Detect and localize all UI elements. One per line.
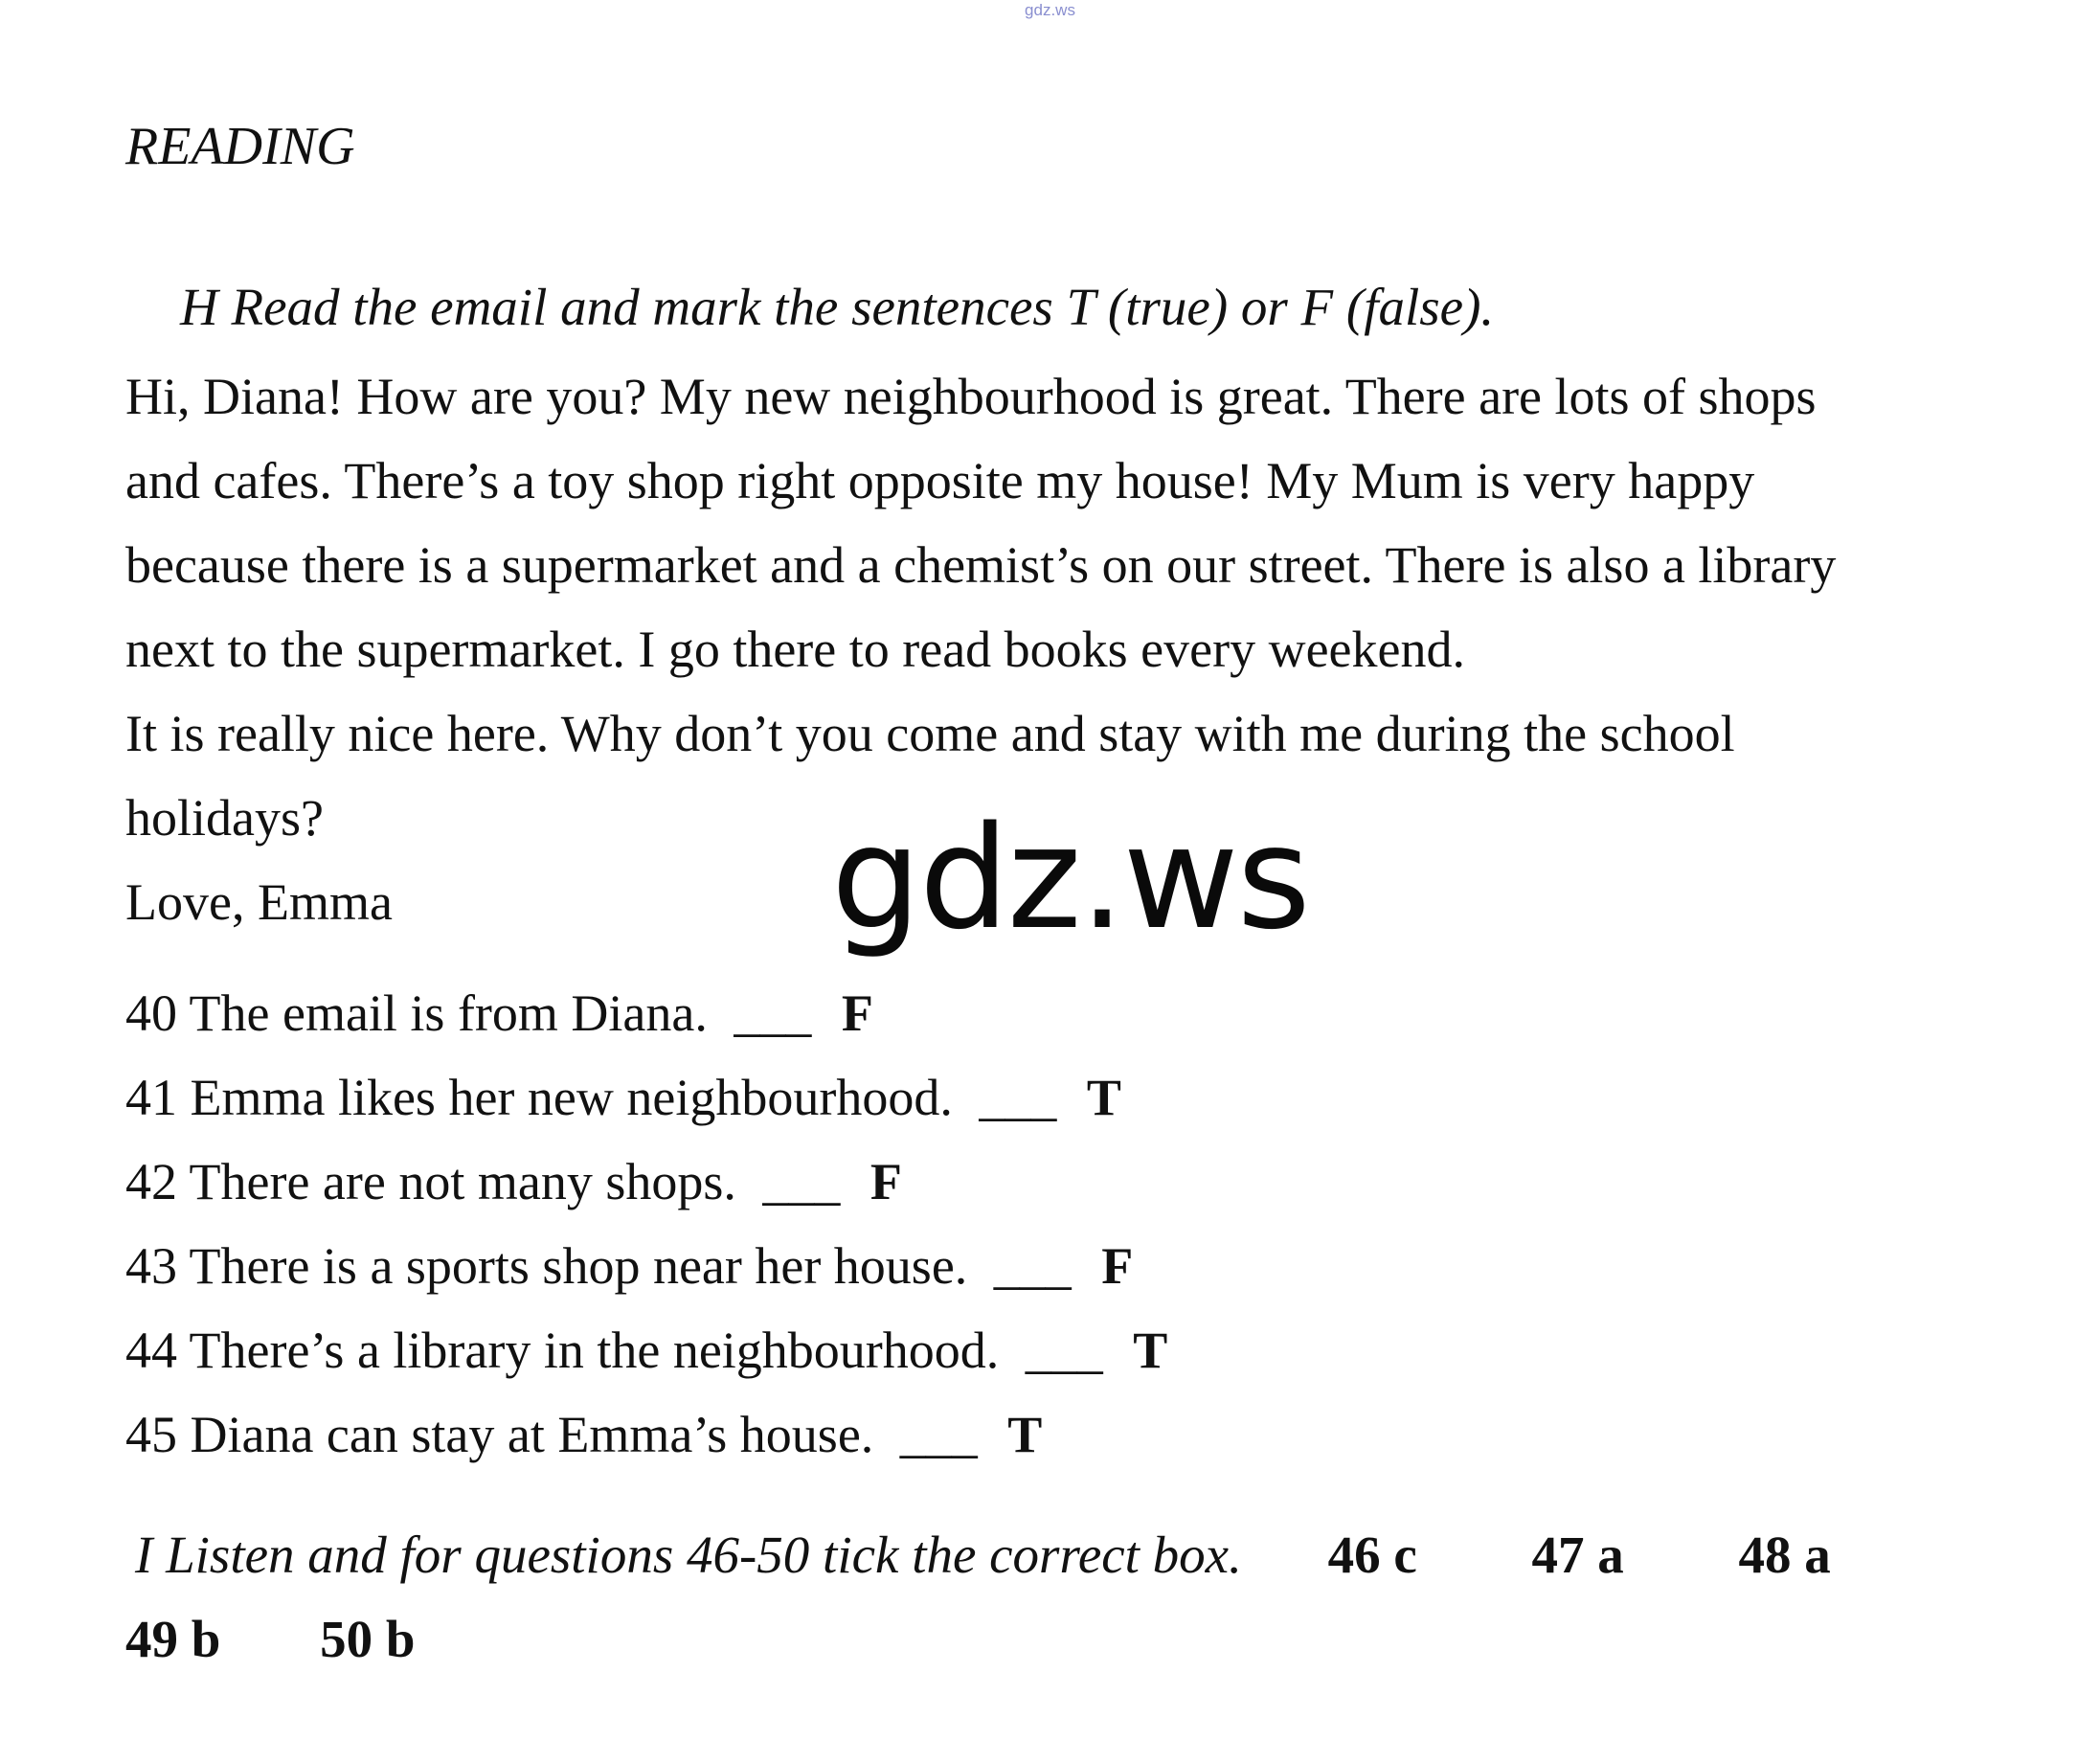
answer-blank: ___ xyxy=(979,1069,1057,1126)
answer-mark: F xyxy=(841,984,873,1042)
question-text: 41 Emma likes her new neighbourhood. xyxy=(125,1069,953,1126)
task-i-instruction: I Listen and for questions 46-50 tick the correct box. xyxy=(135,1526,1242,1584)
answer-blank: ___ xyxy=(993,1237,1072,1295)
answer-key: 48 a xyxy=(1738,1526,1831,1584)
task-i-row-continued xyxy=(125,1597,415,1682)
answer-mark: T xyxy=(1133,1322,1168,1379)
answer-blank: ___ xyxy=(899,1406,978,1463)
question-text: 40 The email is from Diana. xyxy=(125,984,708,1042)
question-row xyxy=(125,1224,1167,1308)
answer-mark: T xyxy=(1086,1069,1121,1126)
answer-blank: ___ xyxy=(734,984,812,1042)
email-line: It is really nice here. Why don’t you come and stay with me during the school xyxy=(125,705,1735,762)
question-text: 45 Diana can stay at Emma’s house. xyxy=(125,1406,874,1463)
true-false-questions xyxy=(125,971,1167,1477)
task-i-row xyxy=(135,1513,1831,1597)
answer-mark: T xyxy=(1007,1406,1043,1463)
question-row xyxy=(125,1392,1167,1477)
question-text: 42 There are not many shops. xyxy=(125,1153,736,1210)
answer-key: 47 a xyxy=(1531,1526,1624,1584)
question-row xyxy=(125,971,1167,1055)
question-row xyxy=(125,1140,1167,1224)
answer-blank: ___ xyxy=(1025,1322,1103,1379)
question-text: 44 There’s a library in the neighbourhood. xyxy=(125,1322,1000,1379)
answer-key: 50 b xyxy=(320,1610,416,1668)
question-text: 43 There is a sports shop near her house. xyxy=(125,1237,968,1295)
question-row xyxy=(125,1055,1167,1140)
email-line: holidays? xyxy=(125,789,324,847)
task-h-instruction: H Read the email and mark the sentences T (true) or F (false). xyxy=(180,278,1495,336)
answer-key: 49 b xyxy=(125,1610,221,1668)
email-line: Hi, Diana! How are you? My new neighbourhood is great. There are lots of shops xyxy=(125,368,1817,425)
answer-key: 46 c xyxy=(1327,1526,1417,1584)
site-watermark: gdz.ws xyxy=(831,796,1309,961)
email-line: next to the supermarket. I go there to read books every weekend. xyxy=(125,621,1465,678)
email-signoff: Love, Emma xyxy=(125,873,393,931)
email-line: because there is a supermarket and a chemist’s on our street. There is also a library xyxy=(125,536,1837,594)
answer-blank: ___ xyxy=(762,1153,841,1210)
question-row xyxy=(125,1308,1167,1392)
answer-mark: F xyxy=(1101,1237,1134,1295)
top-watermark: gdz.ws xyxy=(1025,1,1075,19)
section-heading: READING xyxy=(125,117,355,176)
answer-mark: F xyxy=(869,1153,902,1210)
email-line: and cafes. There’s a toy shop right opposite my house! My Mum is very happy xyxy=(125,452,1755,509)
